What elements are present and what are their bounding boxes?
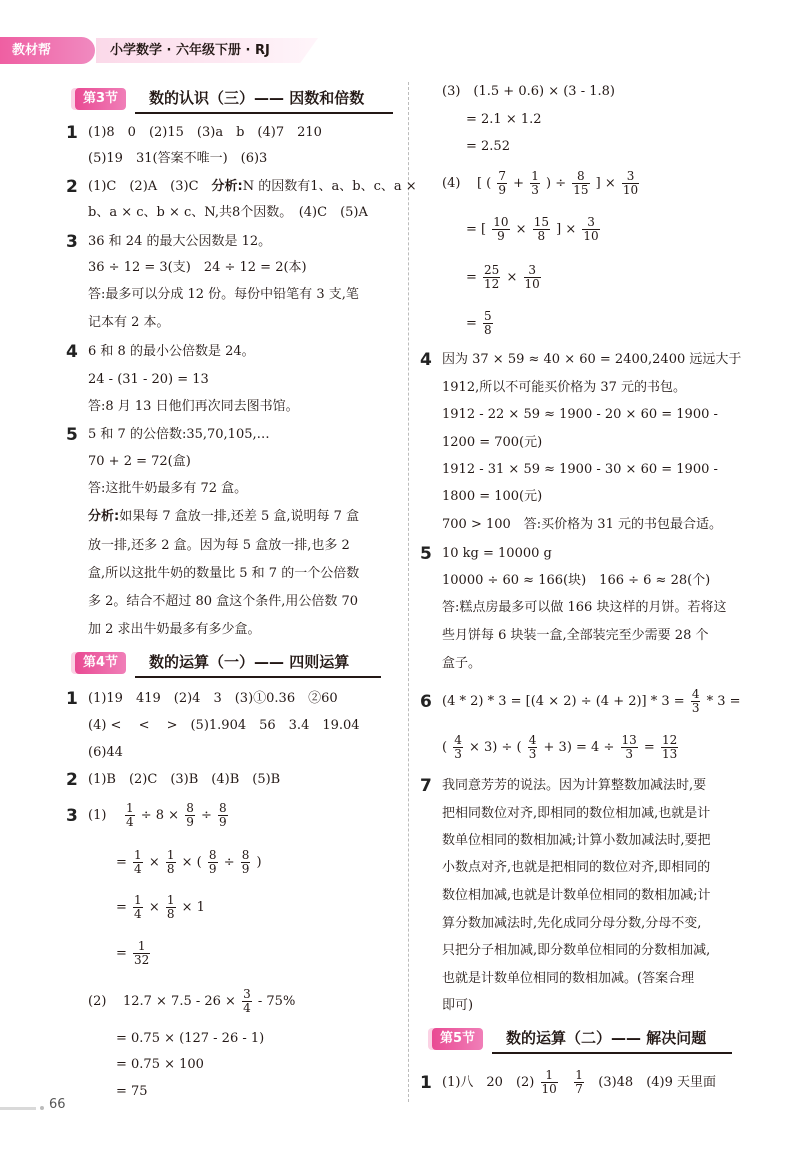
answer-line: 24 - (31 - 20) = 13 bbox=[88, 372, 209, 387]
fraction: $\frac{4}{3}$ bbox=[454, 733, 462, 761]
operator: ÷ bbox=[200, 808, 212, 823]
answer-line: 36 ÷ 12 = 3(支) 24 ÷ 12 = 2(本) bbox=[88, 260, 307, 275]
answer-line: (1)8 0 (2)15 (3)a b (4)7 210 bbox=[88, 125, 322, 140]
footer-bar bbox=[0, 1107, 36, 1110]
section-badge: 第5节 bbox=[432, 1028, 483, 1050]
section-3-heading bbox=[75, 86, 393, 114]
fraction: $\frac{10}{9}$ bbox=[493, 215, 509, 243]
question-number: 5 bbox=[66, 425, 78, 445]
answer-line: 盒,所以这批牛奶的数量比 5 和 7 的一个公倍数 bbox=[88, 566, 360, 581]
question-number: 4 bbox=[420, 350, 432, 370]
answer-text: 如果每 7 盒放一排,还差 5 盒,说明每 7 盒 bbox=[119, 509, 360, 524]
fraction: $\frac{8}{9}$ bbox=[241, 848, 250, 876]
math-line: ( $\frac{4}{3}$ × 3) ÷ ( $\frac{4}{3}$ + 3) = 4 ÷ $\frac{13}{3}$ = $\frac{12}{13}$ bbox=[442, 733, 678, 761]
answer-line: (5)19 31(答案不唯一) (6)3 bbox=[88, 151, 268, 166]
section-4-heading bbox=[75, 650, 393, 678]
answer-line: 放一排,还多 2 盒。因为每 5 盒放一排,也多 2 bbox=[88, 538, 350, 553]
answer-line: 只把分子相加减,即分数单位相同的分数相加减, bbox=[442, 943, 711, 958]
question-number: 2 bbox=[66, 177, 78, 197]
answer-line: 1912 - 31 × 59 ≈ 1900 - 30 × 60 = 1900 - bbox=[442, 462, 718, 477]
question-number: 3 bbox=[66, 806, 78, 826]
question-number: 1 bbox=[66, 689, 78, 709]
section-title: 数的运算（一）—— 四则运算 bbox=[149, 653, 350, 671]
answer-line: 5 和 7 的公倍数:35,70,105,… bbox=[88, 427, 270, 442]
fraction: $\frac{1}{3}$ bbox=[531, 169, 539, 197]
answer-line: b、a × c、b × c、N,共8个因数。 (4)C (5)A bbox=[88, 205, 368, 220]
math-line: (3) (1.5 + 0.6) × (3 - 1.8) bbox=[442, 84, 615, 99]
section-badge: 第3节 bbox=[75, 88, 126, 110]
fraction: $\frac{12}{13}$ bbox=[661, 733, 678, 761]
answer-line: 数位相加减,也就是计数单位相同的数相加减;计 bbox=[442, 888, 711, 903]
answer-line bbox=[88, 177, 417, 197]
question-number: 1 bbox=[66, 123, 78, 143]
answer-line: 我同意芳芳的说法。因为计算整数加减法时,要 bbox=[442, 778, 707, 793]
answer-line: 1912 - 22 × 59 ≈ 1900 - 20 × 60 = 1900 - bbox=[442, 407, 718, 422]
fraction: $\frac{1}{8}$ bbox=[166, 893, 175, 921]
math-line bbox=[88, 798, 230, 834]
header-title: 小学数学 · 六年级下册 · RJ bbox=[110, 43, 270, 58]
answer-line: 答:这批牛奶最多有 72 盒。 bbox=[88, 481, 248, 496]
answer-line: (1)19 419 (2)4 3 (3)①0.36 ②60 bbox=[88, 691, 338, 706]
answer-line: 6 和 8 的最小公倍数是 24。 bbox=[88, 344, 255, 359]
answer-text: (1)C (2)A (3)C bbox=[88, 179, 212, 194]
question-number: 4 bbox=[66, 342, 78, 362]
answer-line: 答:最多可以分成 12 份。每份中铅笔有 3 支,笔 bbox=[88, 287, 359, 302]
fraction: $\frac{1}{4}$ bbox=[134, 848, 142, 876]
answer-text: N 的因数有1、a、b、c、a × bbox=[242, 179, 417, 194]
fraction: $\frac{5}{8}$ bbox=[484, 309, 492, 337]
math-line: = 0.75 × 100 bbox=[116, 1057, 204, 1072]
fraction: $\frac{8}{9}$ bbox=[219, 801, 227, 829]
answer-line: (4) < < > (5)1.904 56 3.4 19.04 bbox=[88, 718, 360, 733]
answer-line: 也就是计数单位相同的数相加减。(答案合理 bbox=[442, 971, 695, 986]
section-underline bbox=[492, 1052, 732, 1054]
question-number: 6 bbox=[420, 692, 432, 712]
question-number: 3 bbox=[66, 232, 78, 252]
answer-line: 1200 = 700(元) bbox=[442, 435, 543, 450]
answer-line: 70 + 2 = 72(盒) bbox=[88, 454, 191, 469]
analysis-label: 分析: bbox=[88, 509, 120, 524]
answer-line: 加 2 求出牛奶最多有多少盒。 bbox=[88, 622, 261, 637]
answer-line: 把相同数位对齐,即相同的数位相加减,也就是计 bbox=[442, 806, 711, 821]
section-underline bbox=[135, 676, 381, 678]
fraction: $\frac{15}{8}$ bbox=[533, 215, 549, 243]
answer-line: 小数点对齐,也就是把相同的数位对齐,即相同的 bbox=[442, 860, 711, 875]
section-underline bbox=[135, 112, 393, 114]
fraction: $\frac{3}{4}$ bbox=[243, 987, 251, 1015]
header-tag: 教材帮 bbox=[0, 37, 95, 64]
math-line: = 2.1 × 1.2 bbox=[466, 112, 542, 127]
fraction: $\frac{8}{9}$ bbox=[186, 801, 194, 829]
math-line: (2) 12.7 × 7.5 - 26 × $\frac{3}{4}$ - 75% bbox=[88, 987, 296, 1015]
fraction: $\frac{1}{4}$ bbox=[125, 801, 134, 829]
answer-line: 算分数加减法时,先化成同分母分数,分母不变, bbox=[442, 916, 702, 931]
math-line: = 2.52 bbox=[466, 139, 510, 154]
answer-line: 因为 37 × 59 ≈ 40 × 60 = 2400,2400 远远大于 bbox=[442, 352, 742, 367]
page-number: 66 bbox=[49, 1097, 66, 1112]
fraction: $\frac{4}{3}$ bbox=[528, 733, 537, 761]
answer-line: 10000 ÷ 60 ≈ 166(块) 166 ÷ 6 ≈ 28(个) bbox=[442, 573, 711, 588]
math-line: = 0.75 × (127 - 26 - 1) bbox=[116, 1031, 265, 1046]
question-number: 5 bbox=[420, 544, 432, 564]
question-number: 7 bbox=[420, 776, 432, 796]
math-line: (4) [ ( $\frac{7}{9}$ + $\frac{1}{3}$ ) ÷ $\frac{8}{15}$ ] × $\frac{3}{10}$ bbox=[442, 169, 639, 197]
answer-line: 答:糕点房最多可以做 166 块这样的月饼。若将这 bbox=[442, 600, 727, 615]
fraction: $\frac{4}{3}$ bbox=[691, 687, 700, 715]
fraction: $\frac{3}{10}$ bbox=[583, 215, 599, 243]
math-line: = $\frac{5}{8}$ bbox=[466, 309, 492, 337]
fraction: $\frac{1}{32}$ bbox=[134, 939, 150, 967]
section-title: 数的认识（三）—— 因数和倍数 bbox=[149, 89, 365, 107]
fraction: $\frac{3}{10}$ bbox=[622, 169, 639, 197]
analysis-label: 分析: bbox=[211, 179, 243, 194]
answer-line: 即可) bbox=[442, 998, 474, 1013]
fraction: $\frac{3}{10}$ bbox=[524, 263, 540, 291]
section-title: 数的运算（二）—— 解决问题 bbox=[506, 1029, 707, 1047]
math-line: = $\frac{1}{4}$ × $\frac{1}{8}$ × 1 bbox=[116, 893, 205, 921]
answer-line: (1)B (2)C (3)B (4)B (5)B bbox=[88, 772, 281, 787]
answer-line bbox=[88, 507, 359, 527]
fraction: $\frac{13}{3}$ bbox=[621, 733, 637, 761]
math-line: (4 * 2) * 3 = [(4 × 2) ÷ (4 + 2)] * 3 = $\frac{4}{3}$ * 3 = bbox=[442, 687, 741, 715]
answer-line: 记本有 2 本。 bbox=[88, 315, 170, 330]
math-line: = $\frac{1}{4}$ × $\frac{1}{8}$ × ( $\frac{8}{9}$ ÷ $\frac{8}{9}$ ) bbox=[116, 848, 262, 876]
footer-dot bbox=[40, 1106, 44, 1110]
answer-line: 数单位相同的数相加减;计算小数加减法时,要把 bbox=[442, 833, 711, 848]
operator: ÷ 8 × bbox=[140, 808, 180, 823]
fraction: $\frac{8}{9}$ bbox=[208, 848, 217, 876]
answer-line: 10 kg = 10000 g bbox=[442, 546, 552, 561]
answer-line: 答:8 月 13 日他们再次同去图书馆。 bbox=[88, 399, 299, 414]
section-5-heading bbox=[432, 1026, 732, 1054]
fraction: $\frac{1}{10}$ bbox=[541, 1068, 557, 1096]
part-label: (2) bbox=[88, 994, 107, 1009]
math-line: = $\frac{25}{12}$ × $\frac{3}{10}$ bbox=[466, 263, 540, 291]
math-line: = [ $\frac{10}{9}$ × $\frac{15}{8}$ ] × $\frac{3}{10}$ bbox=[466, 215, 599, 243]
fraction: $\frac{8}{15}$ bbox=[573, 169, 589, 197]
question-number: 2 bbox=[66, 770, 78, 790]
answer-line: (1)八 20 (2) $\frac{1}{10}$ $\frac{1}{7}$ (3)48 (4)9 天里面 bbox=[442, 1068, 717, 1096]
column-divider bbox=[408, 82, 409, 1102]
fraction: $\frac{1}{8}$ bbox=[166, 848, 175, 876]
question-number: 1 bbox=[420, 1073, 432, 1093]
section-badge: 第4节 bbox=[75, 652, 126, 674]
answer-line: 36 和 24 的最大公因数是 12。 bbox=[88, 234, 272, 249]
answer-line: 1912,所以不可能买价格为 37 元的书包。 bbox=[442, 380, 687, 395]
part-label: (1) bbox=[88, 808, 107, 823]
fraction: $\frac{7}{9}$ bbox=[498, 169, 507, 197]
answer-line: 盒子。 bbox=[442, 656, 482, 671]
fraction: $\frac{1}{4}$ bbox=[134, 893, 142, 921]
math-line: = $\frac{1}{32}$ bbox=[116, 939, 150, 967]
math-line: = 75 bbox=[116, 1084, 148, 1099]
answer-line: 1800 = 100(元) bbox=[442, 489, 543, 504]
part-label: (4) bbox=[442, 176, 461, 191]
answer-line: 多 2。结合不超过 80 盒这个条件,用公倍数 70 bbox=[88, 594, 359, 609]
answer-line: (6)44 bbox=[88, 745, 123, 760]
answer-line: 700 > 100 答:买价格为 31 元的书包最合适。 bbox=[442, 517, 722, 532]
fraction: $\frac{1}{7}$ bbox=[575, 1068, 583, 1096]
fraction: $\frac{25}{12}$ bbox=[484, 263, 500, 291]
answer-line: 些月饼每 6 块装一盒,全部装完至少需要 28 个 bbox=[442, 628, 709, 643]
